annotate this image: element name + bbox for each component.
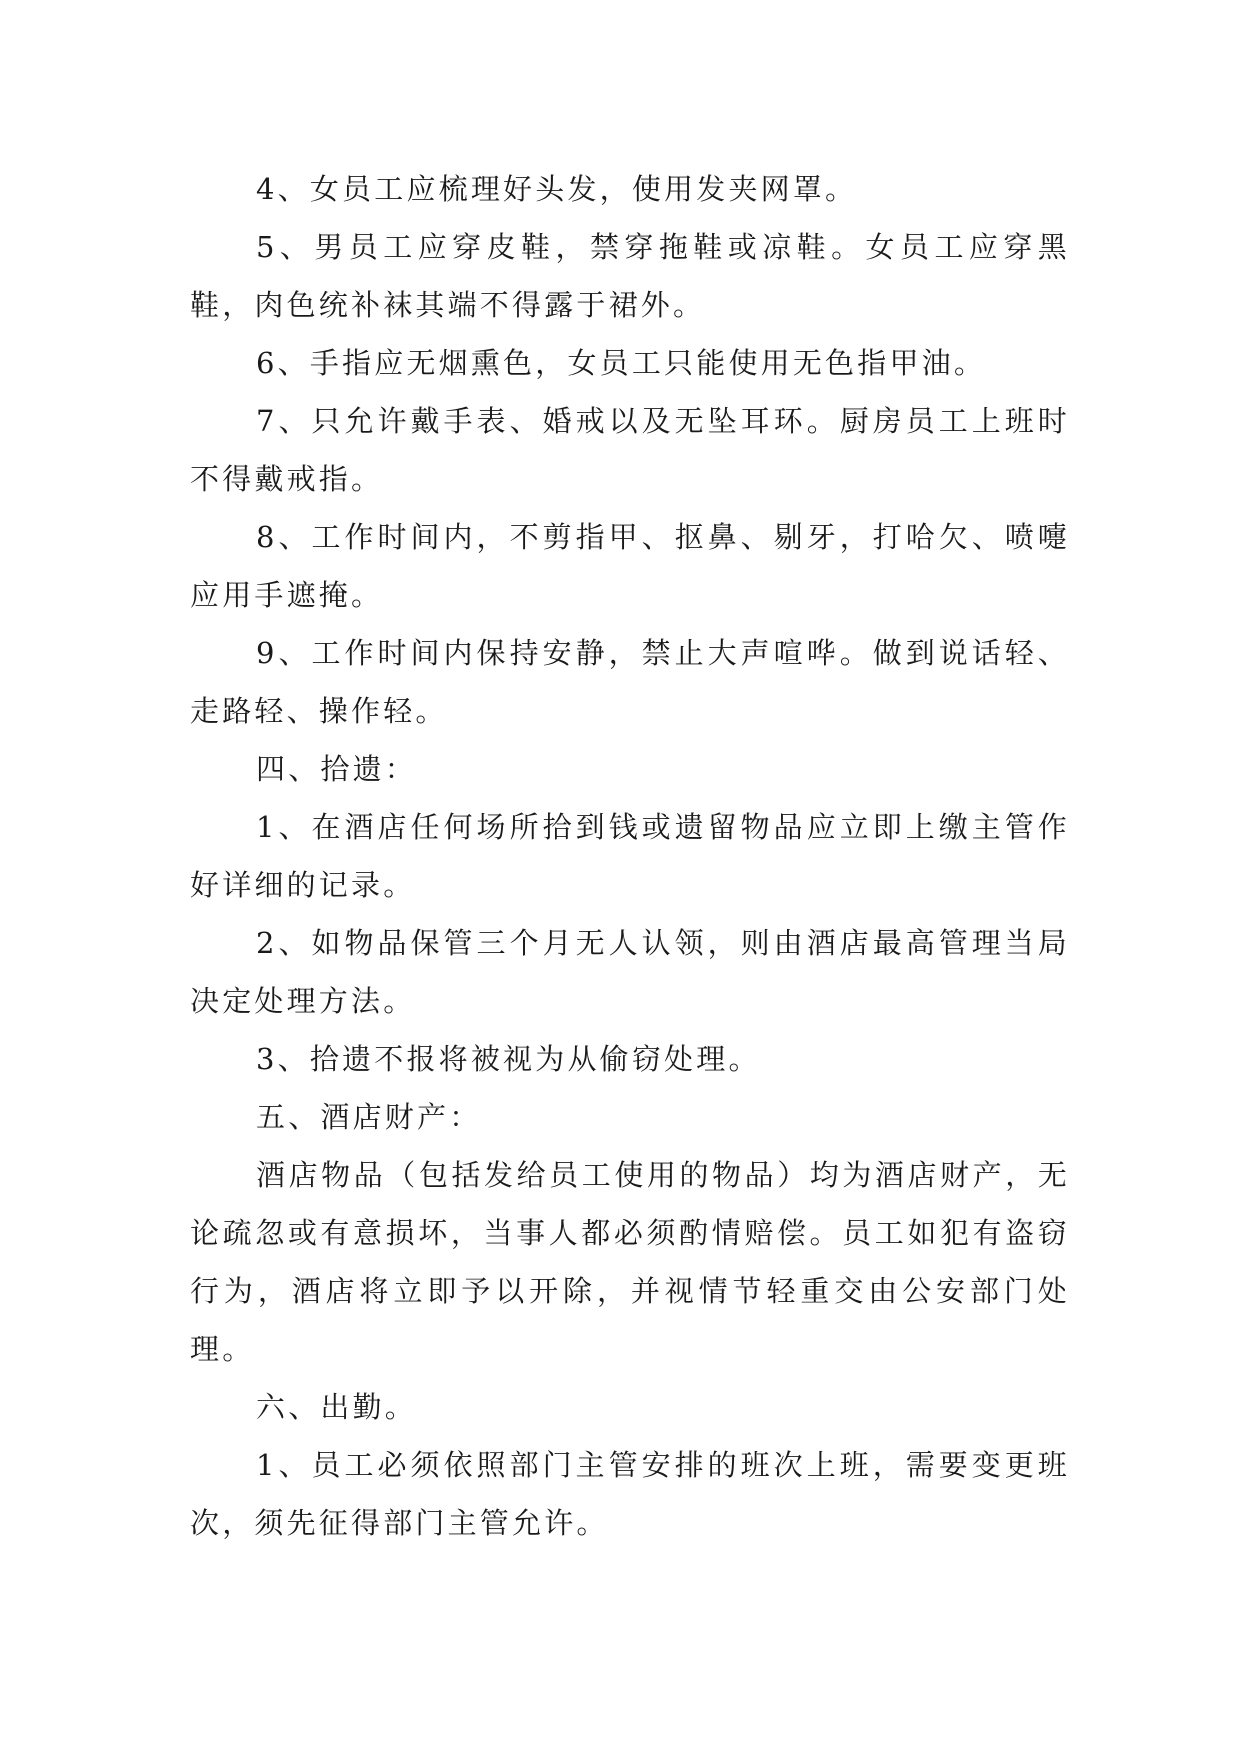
section-heading-attendance: 六、出勤。 — [256, 1390, 418, 1424]
section-heading-hotel-property: 五、酒店财产： — [256, 1100, 482, 1134]
paragraph-rule-4: 4、女员工应梳理好头发，使用发夹网罩。 — [256, 172, 858, 206]
paragraph-rule-6: 6、手指应无烟熏色，女员工只能使用无色指甲油。 — [256, 346, 987, 380]
paragraph-lost-items-2: 2、如物品保管三个月无人认领，则由酒店最高管理当局决定处理方法。 — [190, 926, 1070, 1018]
paragraph-hotel-property: 酒店物品（包括发给员工使用的物品）均为酒店财产，无论疏忽或有意损坏，当事人都必须酌情赔偿。员工如犯有盗窃行为，酒店将立即予以开除，并视情节轻重交由公安部门处理。 — [190, 1158, 1070, 1366]
document-body — [190, 160, 1070, 1552]
paragraph-lost-items-3: 3、拾遗不报将被视为从偷窃处理。 — [256, 1042, 761, 1076]
paragraph-rule-7: 7、只允许戴手表、婚戒以及无坠耳环。厨房员工上班时不得戴戒指。 — [190, 404, 1070, 496]
paragraph-rule-5: 5、男员工应穿皮鞋，禁穿拖鞋或凉鞋。女员工应穿黑鞋，肉色统补袜其端不得露于裙外。 — [190, 230, 1070, 322]
paragraph-rule-9: 9、工作时间内保持安静，禁止大声喧哗。做到说话轻、走路轻、操作轻。 — [190, 636, 1070, 728]
paragraph-lost-items-1: 1、在酒店任何场所拾到钱或遗留物品应立即上缴主管作好详细的记录。 — [190, 810, 1070, 902]
paragraph-rule-8: 8、工作时间内，不剪指甲、抠鼻、剔牙，打哈欠、喷嚏应用手遮掩。 — [190, 520, 1070, 612]
paragraph-attendance-1: 1、员工必须依照部门主管安排的班次上班，需要变更班次，须先征得部门主管允许。 — [190, 1448, 1070, 1540]
section-heading-lost-items: 四、拾遗： — [256, 752, 418, 786]
